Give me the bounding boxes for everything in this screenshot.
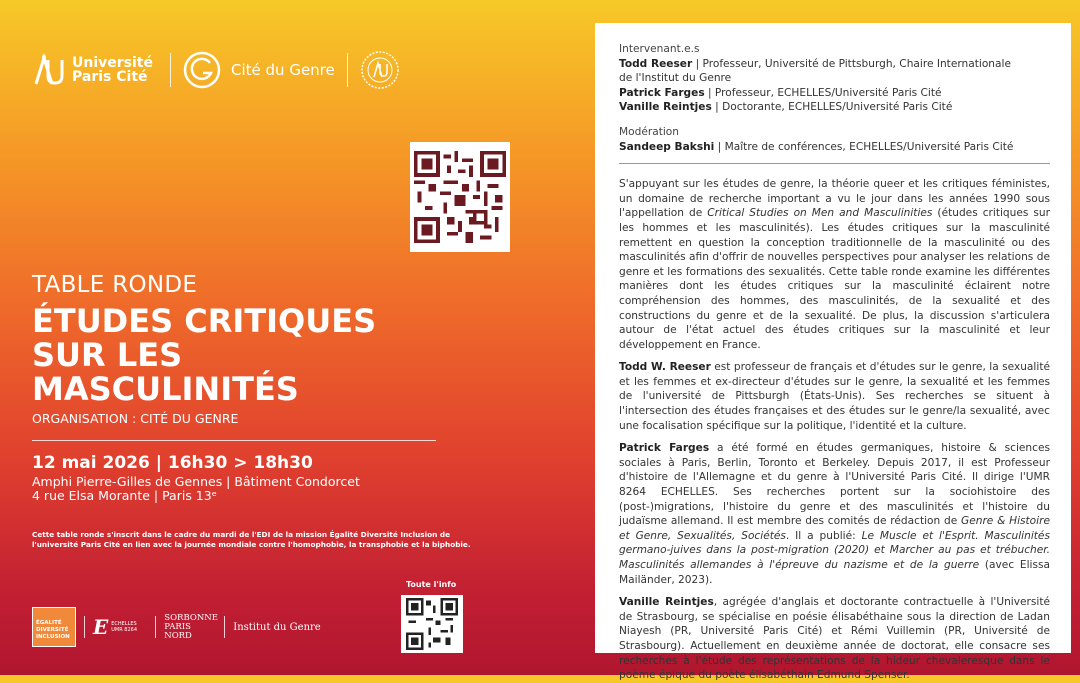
footer-logos (32, 607, 321, 647)
bio-reeser (619, 360, 1050, 433)
moderator-role: | Maître de conférences, ECHELLES/Université Paris Cité (714, 140, 1014, 153)
bio-text: , agrégée d'anglais et doctorante contractuelle à l'Université de Strasbourg, se spécialise en poésie élisabéthaine sous la direction de Ladan Niayesh (PR, Université Paris Cité) et Rémi Vuillemin (PR, Université de Strasbourg). Actuellement en deuxième année de doctorat, elle consacre ses recherches à l'étude des représentations de la hideur chevaleresque dans le poème épique du poète élisabéthain Edmund Spenser. (619, 596, 1051, 682)
divider (84, 616, 85, 638)
speaker-name: Todd Reeser (619, 57, 693, 70)
bio-emphasis-2: Le Muscle et l'Esprit. Masculinités germano-juives dans la post-migration (2020) et Marcher au pas et trébucher. Masculinités allemandes à l'épreuve du nazisme et de la guerre (619, 529, 1050, 571)
universite-logo-text: Université Paris Cité (72, 55, 153, 85)
bio-reintjes (619, 595, 1050, 683)
speakers-label: Intervenant.e.s (619, 43, 700, 55)
university-seal-icon (360, 50, 400, 90)
intro-emphasis: Critical Studies on Men and Masculinities (707, 207, 933, 220)
speaker-name: Vanille Reintjes (619, 101, 712, 114)
universite-logo-icon (32, 54, 66, 86)
speaker-item (619, 57, 1019, 86)
divider (347, 53, 348, 87)
divider (224, 616, 225, 638)
moderation-label: Modération (619, 125, 680, 138)
bio-farges (619, 441, 1050, 587)
echelles-logo (93, 615, 147, 639)
divider (619, 163, 1050, 164)
speakers-block (619, 42, 1019, 154)
universite-paris-cite-logo (32, 54, 158, 86)
description-panel (595, 23, 1071, 682)
echelles-mark: E (93, 615, 109, 639)
event-venue (32, 475, 360, 503)
intro-text: S'appuyant sur les études de genre, la théorie queer et les critiques féministes, un domaine de recherche important a vu le jour dans les années 1990 sous l'appellation de (619, 178, 1050, 220)
divider (32, 440, 436, 441)
cite-du-genre-icon (183, 51, 221, 89)
header-logos (32, 50, 400, 90)
speaker-role: | Professeur, Université de Pittsburgh, Chaire Internationale de l'Institut du Genre (619, 57, 1011, 85)
qr-code-icon[interactable] (410, 142, 510, 252)
bio-text-2: . Il a publié: (785, 529, 862, 542)
moderator-item (619, 140, 1019, 155)
event-title-line-1: ÉTUDES CRITIQUES (32, 302, 377, 340)
bio-text-3: (avec Elissa Mailänder, 2023). (619, 559, 1050, 586)
event-note: Cette table ronde s'inscrit dans le cadre du mardi de l'EDI de la mission Égalité Diversité Inclusion de l'université Paris Cité en lien avec la journée mondiale contre l'homophobie, la transphobie et la biphobie. (32, 530, 471, 549)
moderator-name: Sandeep Bakshi (619, 140, 715, 153)
bio-text: a été formé en études germaniques, histoire & sciences sociales à Paris, Berlin, Toronto et Berkeley. Depuis 2017, il est Professeur d'histoire de l'Allemagne et du genre à l'Université Paris Cité. Il dirige l'UMR 8264 ECHELLES. Ses recherches portent sur la sociohistoire des (post-)migrations, l'histoire du genre et des masculinités et l'histoire du judaïsme allemand. Il est membre des comités de rédaction de (619, 442, 1050, 528)
venue-line-1: Amphi Pierre-Gilles de Gennes | Bâtiment Condorcet (32, 474, 360, 489)
event-title (32, 304, 376, 406)
speaker-item (619, 100, 1019, 115)
divider (170, 53, 171, 87)
event-date: 12 mai 2026 | 16h30 > 18h30 (32, 453, 313, 473)
speaker-name: Patrick Farges (619, 86, 705, 99)
bio-name: Patrick Farges (619, 442, 710, 455)
speaker-role: | Professeur, ECHELLES/Université Paris Cité (704, 86, 942, 99)
divider (155, 616, 156, 638)
speaker-role: | Doctorante, ECHELLES/Université Paris Cité (711, 101, 953, 114)
event-title-line-2: SUR LES (32, 336, 183, 374)
event-organisation: ORGANISATION : CITÉ DU GENRE (32, 411, 239, 426)
cite-du-genre-logo (183, 51, 335, 89)
bio-name: Todd W. Reeser (619, 361, 711, 374)
qr-code-small-icon[interactable] (401, 595, 463, 653)
cite-du-genre-text: Cité du Genre (231, 61, 335, 79)
event-kicker: TABLE RONDE (32, 272, 198, 298)
echelles-text: ECHELLES UMR 8264 (111, 621, 138, 633)
bio-emphasis: Genre & Histoire et Genre, Sexualités, Sociétés (619, 515, 1050, 542)
bio-text: est professeur de français et d'études sur le genre, la sexualité et les femmes et ex-directeur d'études sur le genre, la sexualité et les femmes de l'université de Pittsburgh (États-Unis). Ses recherches se situent à l'intersection des études françaises et des études sur le genre/la sexualité, avec une focalisation spécifique sur la politique, l'identité et la culture. (619, 361, 1050, 432)
speaker-item (619, 86, 1019, 101)
edi-logo: ÉGALITÉ DIVERSITÉ INCLUSION (32, 607, 76, 647)
sorbonne-paris-nord-logo: SORBONNE PARIS NORD (164, 612, 218, 641)
bio-name: Vanille Reintjes (619, 596, 714, 609)
institut-du-genre-logo: Institut du Genre (233, 621, 321, 633)
event-title-line-3: MASCULINITÉS (32, 370, 299, 408)
intro-paragraph (619, 177, 1050, 352)
venue-line-2: 4 rue Elsa Morante | Paris 13ᵉ (32, 488, 217, 503)
intro-text-2: (études critiques sur les hommes et les masculinités). Les études critiques sur la masculinité remettent en question la conception traditionnelle de la masculinité ou des masculinités afin d'offrir de nouvelles perspectives pour analyser les relations de genre et les formations des sexualités. Cette table ronde examine les différentes manières dont les études critiques sur la masculinité éclairent notre compréhension des hommes, des masculinités, de la sexualité et des constructions du genre et de la sexualité. De plus, la discussion s'articulera autour de l'état actuel des études critiques sur la masculinité et leur développement en France. (619, 207, 1050, 351)
qr-label: Toute l'info (406, 580, 457, 589)
